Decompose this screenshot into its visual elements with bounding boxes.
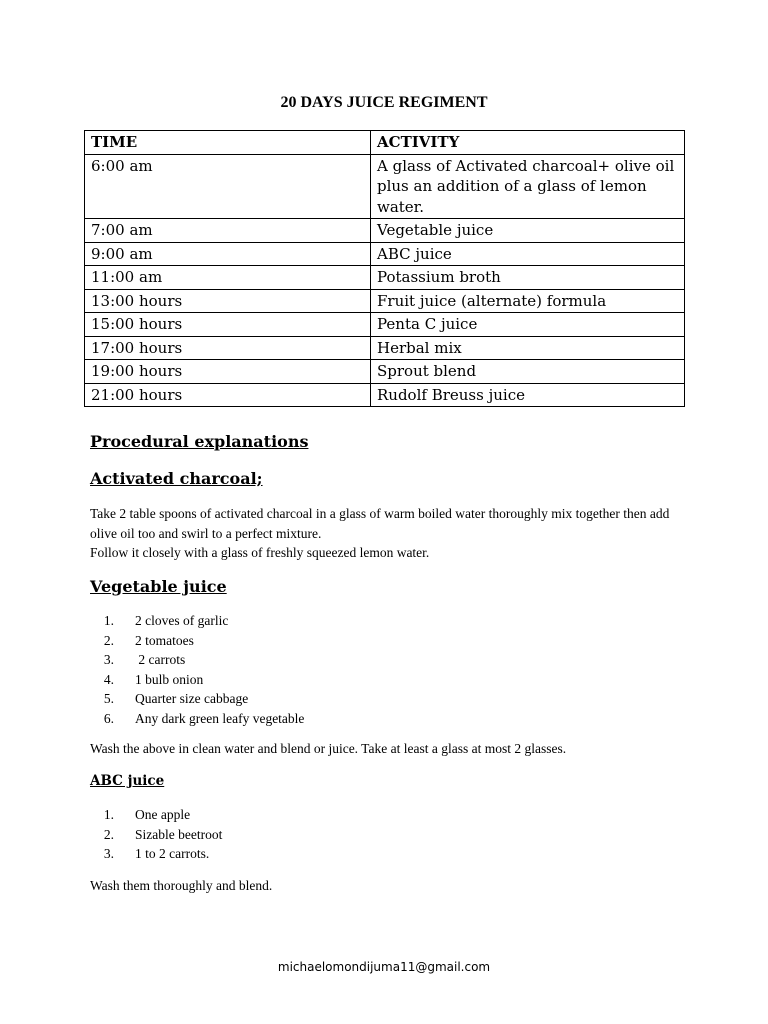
activity-cell: Fruit juice (alternate) formula xyxy=(371,289,685,313)
activity-cell: Vegetable juice xyxy=(371,219,685,243)
table-row xyxy=(85,154,685,219)
vegetable-note: Wash the above in clean water and blend or juice. Take at least a glass at most 2 glasses. xyxy=(90,741,567,756)
table-row xyxy=(85,360,685,384)
table-row xyxy=(85,219,685,243)
page-title: 20 DAYS JUICE REGIMENT xyxy=(280,94,488,111)
list-item: 6. Any dark green leafy vegetable xyxy=(103,710,305,726)
activity-cell: Sprout blend xyxy=(371,360,685,384)
footer-email: michaelomondijuma11@gmail.com xyxy=(277,960,491,974)
list-item: 2. Sizable beetroot xyxy=(103,826,223,842)
time-cell: 6:00 am xyxy=(85,154,371,219)
table-row xyxy=(85,313,685,337)
list-item: 3. 2 carrots xyxy=(103,652,186,667)
list-item: 1. One apple xyxy=(103,807,191,822)
activity-cell: Potassium broth xyxy=(371,266,685,290)
charcoal-followup: Follow it closely with a glass of freshly squeezed lemon water. xyxy=(90,545,430,560)
table-row xyxy=(85,336,685,360)
table-row xyxy=(85,266,685,290)
activity-cell: ABC juice xyxy=(371,242,685,266)
abc-note: Wash them thoroughly and blend. xyxy=(90,878,273,893)
charcoal-paragraph: Take 2 table spoons of activated charcoal in a glass of warm boiled water thoroughly mix together then add olive oil too and swirl to a perfect mixture. xyxy=(90,506,670,541)
charcoal-heading: Activated charcoal; xyxy=(90,469,263,488)
list-item: 4. 1 bulb onion xyxy=(103,671,204,687)
activity-cell: Herbal mix xyxy=(371,336,685,360)
activity-cell: A glass of Activated charcoal+ olive oil plus an addition of a glass of lemon water. xyxy=(371,154,685,219)
table-row xyxy=(85,242,685,266)
time-cell: 17:00 hours xyxy=(85,336,371,360)
time-column-header: TIME xyxy=(85,131,371,155)
time-cell: 21:00 hours xyxy=(85,383,371,407)
vegetable-heading: Vegetable juice xyxy=(90,577,227,596)
table-header-row xyxy=(85,131,685,155)
list-item: 3. 1 to 2 carrots. xyxy=(103,846,210,861)
abc-list xyxy=(90,805,222,864)
time-cell: 9:00 am xyxy=(85,242,371,266)
activity-cell: Rudolf Breuss juice xyxy=(371,383,685,407)
vegetable-list xyxy=(90,611,304,728)
list-item: 5. Quarter size cabbage xyxy=(103,691,249,706)
activity-column-header: ACTIVITY xyxy=(371,131,685,155)
table-row xyxy=(85,383,685,407)
time-cell: 7:00 am xyxy=(85,219,371,243)
abc-heading: ABC juice xyxy=(90,773,165,789)
table-row xyxy=(85,289,685,313)
schedule-table xyxy=(84,130,685,407)
list-item: 1. 2 cloves of garlic xyxy=(103,613,229,628)
time-cell: 15:00 hours xyxy=(85,313,371,337)
time-cell: 19:00 hours xyxy=(85,360,371,384)
time-cell: 11:00 am xyxy=(85,266,371,290)
list-item: 2. 2 tomatoes xyxy=(103,632,194,648)
procedural-heading: Procedural explanations xyxy=(90,432,309,451)
time-cell: 13:00 hours xyxy=(85,289,371,313)
activity-cell: Penta C juice xyxy=(371,313,685,337)
